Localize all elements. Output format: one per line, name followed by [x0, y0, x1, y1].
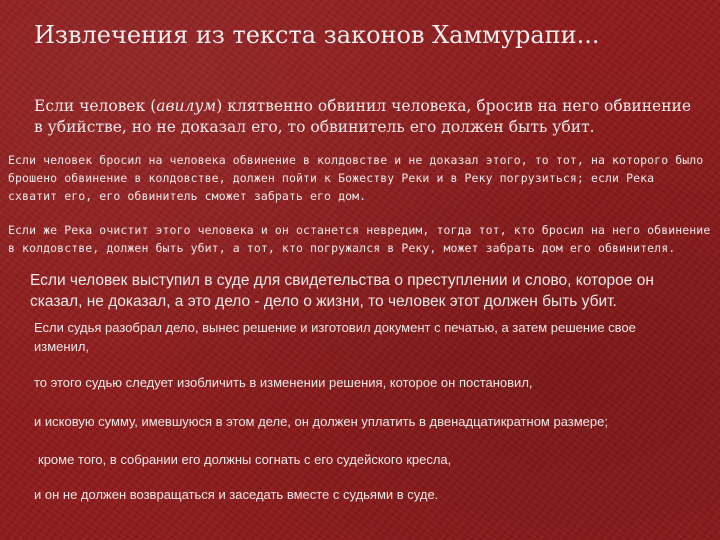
law-paragraph-5: Если судья разобрал дело, вынес решение и изготовил документ с печатью, а затем решение свое изменил,	[34, 320, 636, 354]
slide-title: Извлечения из текста законов Хаммурапи...	[34, 21, 600, 49]
law-paragraph-3: Если же Река очистит этого человека и он останется невредим, тогда тот, кто бросил на него обвинение в колдовстве, должен быть убит, а тот, кто погружался в Реку, может забрать дом его обвинителя.	[8, 223, 711, 255]
law-paragraph-1-start: Если человек (	[34, 97, 157, 115]
law-paragraph-8: кроме того, в собрании его должны согнать с его судейского кресла,	[38, 452, 452, 467]
law-paragraph-4: Если человек выступил в суде для свидетельства о преступлении и слово, которое он сказал, не доказал, а это дело - дело о жизни, то человек этот должен быть убит.	[30, 272, 654, 310]
law-paragraph-1	[34, 96, 694, 138]
law-paragraph-7: и исковую сумму, имевшуюся в этом деле, он должен уплатить в двенадцатикратном размере;	[34, 414, 608, 429]
law-paragraph-1-end: ) клятвенно обвинил человека, бросив на него обвинение в убийстве, но не доказал его, то обвинитель его должен быть убит.	[34, 97, 692, 136]
law-paragraph-6: то этого судью следует изобличить в изменении решения, которое он постановил,	[34, 375, 533, 390]
law-paragraph-9: и он не должен возвращаться и заседать вместе с судьями в суде.	[34, 487, 439, 502]
law-paragraph-2: Если человек бросил на человека обвинение в колдовстве и не доказал этого, то тот, на которого было брошено обвинение в колдовстве, должен пойти к Божеству Реки и в Реку погрузиться; если Река схватит его, его обвинитель сможет забрать его дом.	[8, 153, 704, 203]
law-term-avilum: авилум	[156, 97, 217, 115]
